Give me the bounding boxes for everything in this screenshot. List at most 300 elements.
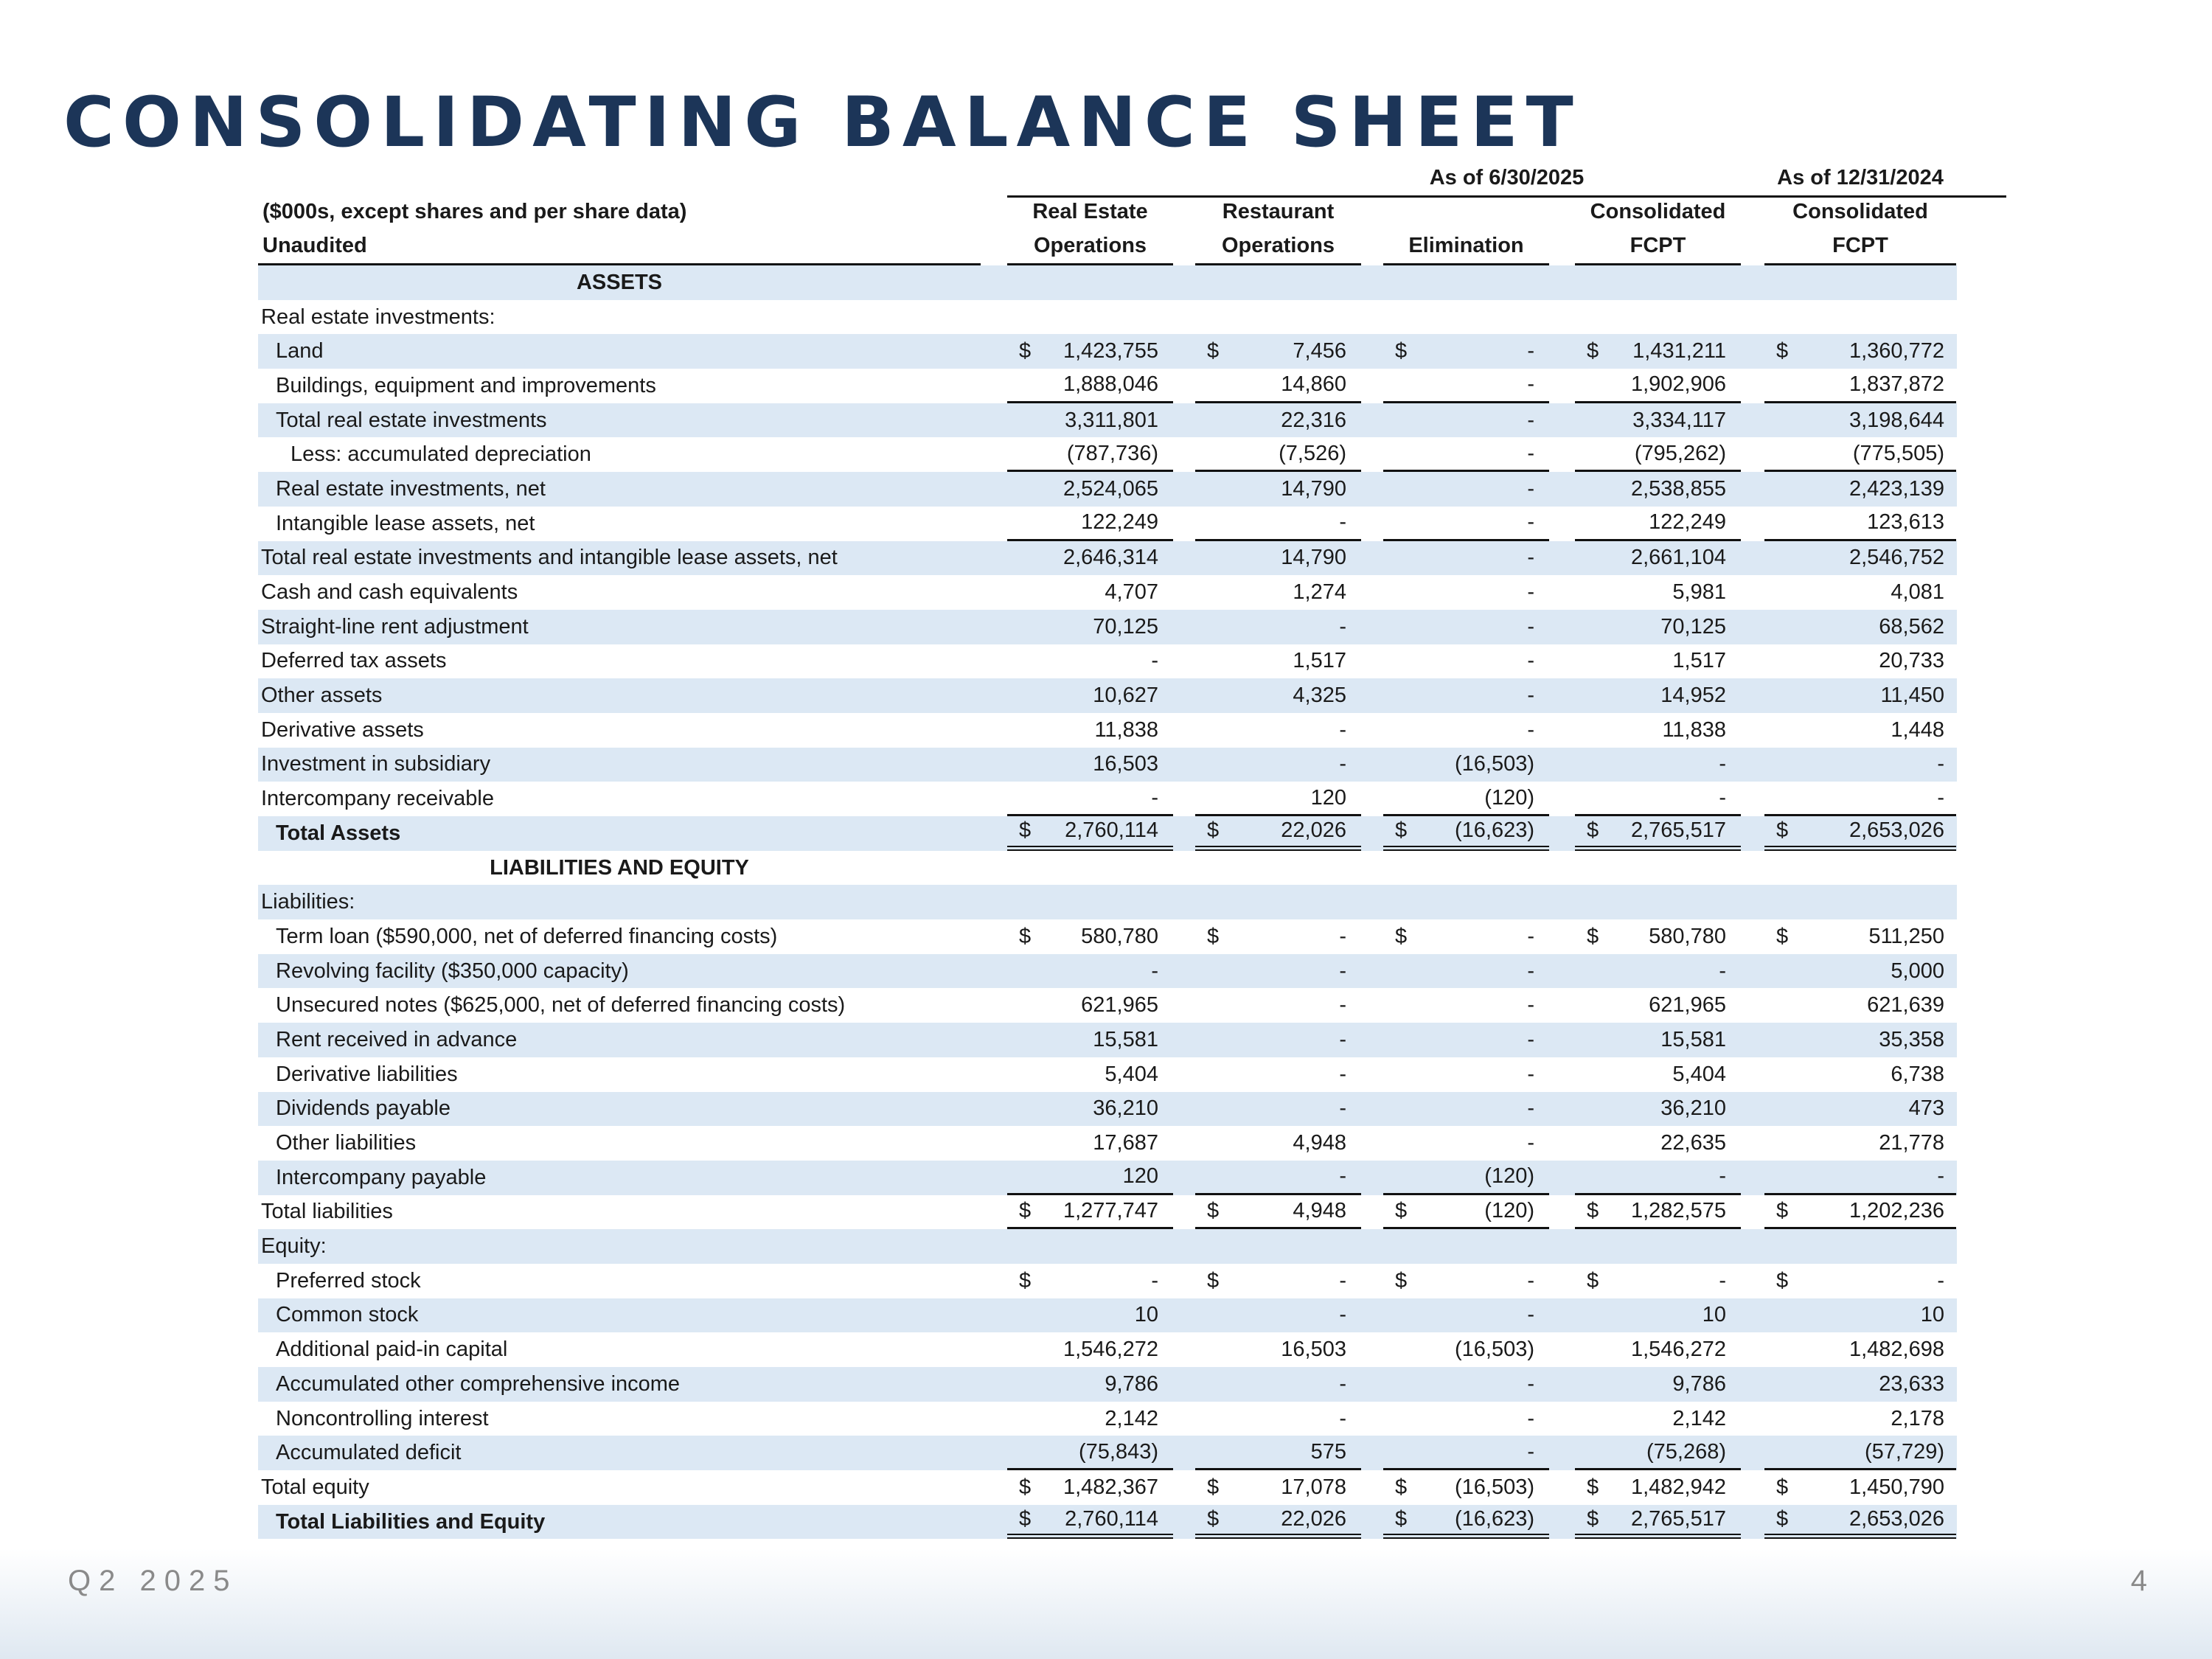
value-cell-restaurant (1195, 954, 1361, 989)
value-cell-real-estate (1007, 1436, 1173, 1470)
cell-value: 1,546,272 (1630, 1338, 1726, 1362)
value-cell-real-estate (1007, 334, 1173, 369)
label-column-header (258, 195, 981, 262)
value-cell-restaurant (1195, 1470, 1361, 1505)
value-cell-consolidated-current (1575, 1023, 1741, 1057)
currency-symbol: $ (1395, 1198, 1408, 1222)
cell-value: - (1151, 1268, 1158, 1293)
cell-value: - (1937, 785, 1944, 810)
value-cell-consolidated-prior (1764, 1298, 1956, 1333)
value-cell-consolidated-current (1575, 472, 1741, 507)
value-cell-real-estate (1007, 954, 1173, 989)
value-cell-consolidated-current (1575, 575, 1741, 610)
cell-value: 9,786 (1105, 1371, 1158, 1396)
row-label: Investment in subsidiary (261, 752, 491, 776)
value-cell-consolidated-current (1575, 1195, 1741, 1230)
cell-value: (7,526) (1279, 441, 1346, 465)
cell-value: - (1339, 1096, 1346, 1121)
cell-value: 22,635 (1660, 1131, 1726, 1155)
currency-symbol: $ (1395, 1268, 1408, 1293)
value-cell-elimination (1383, 507, 1549, 541)
table-row (258, 782, 1957, 816)
cell-value: - (1527, 614, 1534, 639)
value-cell-elimination (1383, 644, 1549, 679)
cell-value: (57,729) (1864, 1439, 1944, 1464)
column-header-elimination (1383, 195, 1549, 262)
cell-value: 36,210 (1093, 1096, 1158, 1121)
cell-value: 2,760,114 (1065, 1507, 1158, 1531)
cell-value: - (1527, 1406, 1534, 1430)
cell-value: 1,431,211 (1632, 339, 1726, 364)
table-row (258, 988, 1957, 1023)
value-cell-real-estate (1007, 541, 1173, 576)
table-row (258, 954, 1957, 989)
table-row (258, 748, 1957, 782)
cell-value: 1,282,575 (1630, 1198, 1726, 1222)
value-cell-restaurant (1195, 507, 1361, 541)
cell-value: - (1937, 1268, 1944, 1293)
cell-value: - (1527, 546, 1534, 570)
cell-value: (16,623) (1454, 1507, 1534, 1531)
cell-value: - (1339, 1027, 1346, 1051)
cell-value: 1,448 (1891, 717, 1944, 742)
cell-value: - (1339, 1062, 1346, 1086)
section-title: ASSETS (576, 270, 663, 294)
row-label: Intercompany receivable (261, 787, 494, 811)
value-cell-real-estate (1007, 1023, 1173, 1057)
cell-value: (16,623) (1454, 818, 1534, 843)
cell-value: 1,546,272 (1062, 1338, 1158, 1362)
row-label: Total equity (261, 1475, 369, 1499)
cell-value: - (1527, 441, 1534, 465)
cell-value: 5,404 (1105, 1062, 1158, 1086)
cell-value: 5,404 (1672, 1062, 1726, 1086)
cell-value: 580,780 (1649, 924, 1726, 948)
value-cell-restaurant (1195, 1367, 1361, 1402)
cell-value: (120) (1484, 1164, 1534, 1189)
cell-value: 511,250 (1868, 924, 1944, 948)
cell-value: (16,503) (1454, 752, 1534, 776)
value-cell-consolidated-current (1575, 1402, 1741, 1436)
table-row (258, 1402, 1957, 1436)
currency-symbol: $ (1587, 1507, 1599, 1531)
value-cell-restaurant (1195, 713, 1361, 748)
value-cell-consolidated-prior (1764, 472, 1956, 507)
value-cell-consolidated-prior (1764, 1161, 1956, 1195)
cell-value: 17,078 (1281, 1475, 1346, 1499)
value-cell-consolidated-current (1575, 678, 1741, 713)
value-cell-consolidated-current (1575, 644, 1741, 679)
table-row (258, 1264, 1957, 1298)
row-label: Total Assets (276, 821, 401, 845)
column-header-consolidated-current (1575, 195, 1741, 262)
currency-symbol: $ (1207, 339, 1220, 364)
cell-value: 10,627 (1093, 684, 1158, 708)
cell-value: - (1527, 1027, 1534, 1051)
currency-symbol: $ (1776, 1198, 1789, 1222)
row-label: Land (276, 339, 324, 364)
row-label: Accumulated deficit (276, 1441, 462, 1465)
value-cell-restaurant (1195, 919, 1361, 954)
value-cell-restaurant (1195, 1161, 1361, 1195)
cell-value: (75,843) (1078, 1439, 1158, 1464)
value-cell-real-estate (1007, 1126, 1173, 1161)
value-cell-consolidated-prior (1764, 713, 1956, 748)
cell-value: 4,948 (1293, 1131, 1346, 1155)
cell-value: - (1527, 684, 1534, 708)
value-cell-consolidated-prior (1764, 1264, 1956, 1298)
cell-value: 2,661,104 (1630, 546, 1726, 570)
cell-value: 1,482,367 (1062, 1475, 1158, 1499)
value-cell-real-estate (1007, 1298, 1173, 1333)
row-label: Cash and cash equivalents (261, 580, 518, 605)
cell-value: - (1719, 785, 1726, 810)
cell-value: 22,316 (1281, 408, 1346, 432)
table-row (258, 1161, 1957, 1195)
row-label: Accumulated other comprehensive income (276, 1371, 681, 1396)
row-label: Buildings, equipment and improvements (276, 373, 656, 397)
cell-value: - (1527, 959, 1534, 983)
cell-value: - (1339, 1371, 1346, 1396)
table-row (258, 1092, 1957, 1127)
cell-value: - (1151, 959, 1158, 983)
value-cell-consolidated-prior (1764, 644, 1956, 679)
cell-value: - (1527, 510, 1534, 535)
value-cell-restaurant (1195, 1057, 1361, 1092)
units-note: ($000s, except shares and per share data) (262, 199, 687, 223)
currency-symbol: $ (1207, 818, 1220, 843)
group-header-prior: As of 12/31/2024 (1777, 165, 1944, 189)
value-cell-elimination (1383, 437, 1549, 472)
value-cell-consolidated-current (1575, 1367, 1741, 1402)
value-cell-consolidated-prior (1764, 1402, 1956, 1436)
value-cell-consolidated-prior (1764, 437, 1956, 472)
table-row (258, 472, 1957, 507)
column-header-line (1463, 200, 1469, 224)
cell-value: 4,707 (1105, 580, 1158, 605)
value-cell-consolidated-current (1575, 1057, 1741, 1092)
cell-value: - (1719, 1164, 1726, 1189)
cell-value: - (1719, 752, 1726, 776)
cell-value: - (1937, 1164, 1944, 1189)
table-row (258, 1505, 1957, 1540)
cell-value: - (1339, 717, 1346, 742)
value-cell-consolidated-prior (1764, 1023, 1956, 1057)
value-cell-consolidated-current (1575, 954, 1741, 989)
cell-value: 122,249 (1649, 510, 1726, 535)
cell-value: - (1151, 649, 1158, 673)
value-cell-restaurant (1195, 1332, 1361, 1367)
value-cell-consolidated-current (1575, 1126, 1741, 1161)
page-title: CONSOLIDATING BALANCE SHEET (63, 83, 1582, 163)
value-cell-real-estate (1007, 1161, 1173, 1195)
cell-value: 9,786 (1672, 1371, 1726, 1396)
cell-value: 14,790 (1281, 476, 1346, 501)
table-row (258, 1332, 1957, 1367)
value-cell-consolidated-prior (1764, 919, 1956, 954)
value-cell-restaurant (1195, 816, 1361, 851)
column-header-line: FCPT (1630, 233, 1686, 257)
table-row (258, 1298, 1957, 1333)
value-cell-real-estate (1007, 713, 1173, 748)
value-cell-real-estate (1007, 1264, 1173, 1298)
table-row (258, 713, 1957, 748)
currency-symbol: $ (1587, 339, 1599, 364)
cell-value: 1,517 (1672, 649, 1726, 673)
value-cell-real-estate (1007, 644, 1173, 679)
currency-symbol: $ (1395, 339, 1408, 364)
cell-value: (120) (1484, 785, 1534, 810)
cell-value: 2,653,026 (1848, 1507, 1944, 1531)
cell-value: - (1527, 1268, 1534, 1293)
value-cell-restaurant (1195, 472, 1361, 507)
cell-value: 1,888,046 (1062, 372, 1158, 397)
footer-period: Q2 2025 (68, 1565, 238, 1597)
value-cell-elimination (1383, 541, 1549, 576)
value-cell-elimination (1383, 334, 1549, 369)
value-cell-restaurant (1195, 1126, 1361, 1161)
value-cell-restaurant (1195, 575, 1361, 610)
currency-symbol: $ (1587, 818, 1599, 843)
value-cell-real-estate (1007, 1332, 1173, 1367)
currency-symbol: $ (1207, 924, 1220, 948)
value-cell-consolidated-current (1575, 1332, 1741, 1367)
currency-symbol: $ (1019, 1507, 1032, 1531)
table-row (258, 1195, 1957, 1230)
row-label: Total Liabilities and Equity (276, 1509, 546, 1534)
value-cell-real-estate (1007, 507, 1173, 541)
table-row (258, 644, 1957, 679)
cell-value: 5,000 (1891, 959, 1944, 983)
cell-value: - (1527, 1131, 1534, 1155)
section-title: LIABILITIES AND EQUITY (490, 855, 749, 880)
cell-value: 70,125 (1660, 614, 1726, 639)
cell-value: 1,482,698 (1848, 1338, 1944, 1362)
row-label: Intercompany payable (276, 1165, 487, 1189)
value-cell-real-estate (1007, 369, 1173, 403)
cell-value: 1,517 (1293, 649, 1346, 673)
value-cell-elimination (1383, 1195, 1549, 1230)
value-cell-real-estate (1007, 437, 1173, 472)
currency-symbol: $ (1587, 1475, 1599, 1499)
cell-value: 17,687 (1093, 1131, 1158, 1155)
table-row (258, 1229, 1957, 1264)
currency-symbol: $ (1776, 1475, 1789, 1499)
cell-value: 70,125 (1093, 614, 1158, 639)
value-cell-elimination (1383, 1057, 1549, 1092)
value-cell-real-estate (1007, 678, 1173, 713)
cell-value: - (1527, 1303, 1534, 1327)
currency-symbol: $ (1207, 1507, 1220, 1531)
value-cell-consolidated-prior (1764, 610, 1956, 644)
cell-value: 4,081 (1891, 580, 1944, 605)
currency-symbol: $ (1776, 339, 1789, 364)
cell-value: (795,262) (1634, 441, 1726, 465)
cell-value: 580,780 (1081, 924, 1158, 948)
cell-value: 3,311,801 (1065, 408, 1158, 432)
cell-value: - (1151, 785, 1158, 810)
value-cell-consolidated-current (1575, 816, 1741, 851)
column-header-line: Consolidated (1792, 199, 1928, 223)
cell-value: 23,633 (1879, 1371, 1944, 1396)
value-cell-elimination (1383, 1161, 1549, 1195)
cell-value: - (1339, 614, 1346, 639)
value-cell-real-estate (1007, 1470, 1173, 1505)
value-cell-restaurant (1195, 678, 1361, 713)
table-row (258, 919, 1957, 954)
value-cell-real-estate (1007, 748, 1173, 782)
cell-value: - (1339, 1303, 1346, 1327)
cell-value: 120 (1310, 785, 1346, 810)
value-cell-restaurant (1195, 610, 1361, 644)
currency-symbol: $ (1019, 1475, 1032, 1499)
cell-value: 22,026 (1281, 818, 1346, 843)
value-cell-real-estate (1007, 575, 1173, 610)
value-cell-consolidated-current (1575, 1470, 1741, 1505)
row-label: Other assets (261, 684, 383, 708)
row-label: Revolving facility ($350,000 capacity) (276, 959, 629, 983)
cell-value: 2,178 (1891, 1406, 1944, 1430)
value-cell-real-estate (1007, 782, 1173, 816)
value-cell-elimination (1383, 610, 1549, 644)
cell-value: 1,902,906 (1630, 372, 1726, 397)
column-header-line: Consolidated (1590, 199, 1726, 223)
value-cell-elimination (1383, 1264, 1549, 1298)
value-cell-elimination (1383, 575, 1549, 610)
column-header-real-estate (1007, 195, 1173, 262)
table-row (258, 575, 1957, 610)
cell-value: 10 (1920, 1303, 1944, 1327)
cell-value: (787,736) (1066, 441, 1158, 465)
table-row (258, 507, 1957, 541)
row-label: Real estate investments, net (276, 476, 546, 501)
cell-value: 3,334,117 (1632, 408, 1726, 432)
value-cell-real-estate (1007, 919, 1173, 954)
value-cell-consolidated-prior (1764, 575, 1956, 610)
value-cell-consolidated-prior (1764, 1470, 1956, 1505)
group-header-current: As of 6/30/2025 (1429, 165, 1585, 189)
cell-value: 16,503 (1281, 1338, 1346, 1362)
cell-value: 14,860 (1281, 372, 1346, 397)
cell-value: 15,581 (1093, 1027, 1158, 1051)
cell-value: 2,653,026 (1848, 818, 1944, 843)
value-cell-real-estate (1007, 816, 1173, 851)
value-cell-consolidated-current (1575, 1161, 1741, 1195)
value-cell-restaurant (1195, 1505, 1361, 1540)
value-cell-elimination (1383, 1092, 1549, 1127)
value-cell-consolidated-prior (1764, 954, 1956, 989)
cell-value: 2,765,517 (1630, 1507, 1726, 1531)
cell-value: - (1527, 1096, 1534, 1121)
value-cell-restaurant (1195, 1195, 1361, 1230)
value-cell-consolidated-prior (1764, 748, 1956, 782)
row-label: Term loan ($590,000, net of deferred financing costs) (276, 924, 778, 948)
cell-value: - (1719, 959, 1726, 983)
cell-value: 621,639 (1867, 993, 1944, 1018)
cell-value: - (1527, 339, 1534, 364)
value-cell-restaurant (1195, 1436, 1361, 1470)
value-cell-consolidated-current (1575, 1436, 1741, 1470)
row-label: Deferred tax assets (261, 649, 447, 673)
value-cell-consolidated-prior (1764, 782, 1956, 816)
currency-symbol: $ (1776, 1507, 1789, 1531)
table-row (258, 300, 1957, 335)
cell-value: 1,837,872 (1848, 372, 1944, 397)
cell-value: - (1527, 924, 1534, 948)
cell-value: 11,838 (1662, 717, 1726, 742)
value-cell-real-estate (1007, 1402, 1173, 1436)
table-row (258, 610, 1957, 644)
cell-value: 123,613 (1867, 510, 1944, 535)
table-row (258, 1436, 1957, 1470)
value-cell-elimination (1383, 919, 1549, 954)
currency-symbol: $ (1207, 1198, 1220, 1222)
value-cell-elimination (1383, 1505, 1549, 1540)
value-cell-consolidated-prior (1764, 1367, 1956, 1402)
value-cell-restaurant (1195, 1023, 1361, 1057)
currency-symbol: $ (1019, 339, 1032, 364)
row-label: Dividends payable (276, 1096, 451, 1121)
value-cell-elimination (1383, 1470, 1549, 1505)
cell-value: - (1527, 1439, 1534, 1464)
cell-value: 1,202,236 (1848, 1198, 1944, 1222)
value-cell-consolidated-current (1575, 919, 1741, 954)
row-label: Derivative liabilities (276, 1062, 458, 1086)
row-label: Other liabilities (276, 1131, 417, 1155)
value-cell-consolidated-prior (1764, 1092, 1956, 1127)
cell-value: 4,948 (1293, 1198, 1346, 1222)
cell-value: (75,268) (1646, 1439, 1726, 1464)
cell-value: 2,142 (1672, 1406, 1726, 1430)
row-label: Derivative assets (261, 717, 424, 742)
value-cell-consolidated-current (1575, 782, 1741, 816)
value-cell-restaurant (1195, 1264, 1361, 1298)
row-label: Total liabilities (261, 1200, 393, 1224)
cell-value: 122,249 (1081, 510, 1158, 535)
currency-symbol: $ (1395, 818, 1408, 843)
currency-symbol: $ (1019, 1198, 1032, 1222)
value-cell-consolidated-prior (1764, 369, 1956, 403)
cell-value: 6,738 (1891, 1062, 1944, 1086)
currency-symbol: $ (1019, 1268, 1032, 1293)
value-cell-elimination (1383, 988, 1549, 1023)
cell-value: 1,450,790 (1848, 1475, 1944, 1499)
table-row (258, 369, 1957, 403)
cell-value: 3,198,644 (1848, 408, 1944, 432)
table-row (258, 1023, 1957, 1057)
cell-value: (120) (1484, 1198, 1534, 1222)
row-label: Noncontrolling interest (276, 1406, 489, 1430)
row-label: Additional paid-in capital (276, 1338, 508, 1362)
cell-value: 2,765,517 (1630, 818, 1726, 843)
row-label: Liabilities: (261, 890, 355, 914)
cell-value: 10 (1702, 1303, 1726, 1327)
cell-value: 36,210 (1660, 1096, 1726, 1121)
cell-value: 473 (1908, 1096, 1944, 1121)
value-cell-elimination (1383, 1402, 1549, 1436)
cell-value: 1,277,747 (1062, 1198, 1158, 1222)
value-cell-real-estate (1007, 1057, 1173, 1092)
cell-value: - (1339, 752, 1346, 776)
row-label: Equity: (261, 1234, 327, 1259)
cell-value: - (1937, 752, 1944, 776)
cell-value: - (1339, 959, 1346, 983)
cell-value: - (1527, 1062, 1534, 1086)
cell-value: - (1527, 372, 1534, 397)
cell-value: 575 (1310, 1439, 1346, 1464)
currency-symbol: $ (1587, 1198, 1599, 1222)
value-cell-restaurant (1195, 437, 1361, 472)
